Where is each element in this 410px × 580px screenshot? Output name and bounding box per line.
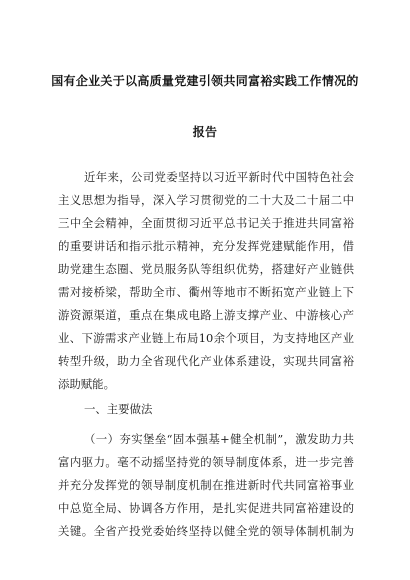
paragraph-line: 业、下游需求产业链上布局10余个项目，为支持地区产业 bbox=[58, 331, 354, 345]
document-title: 国有企业关于以高质量党建引领共同富裕实践工作情况的 bbox=[51, 74, 359, 88]
paragraph-line: 助党建生态圈、党员服务队等组织优势，搭建好产业链供 bbox=[58, 262, 354, 276]
paragraph-line: 近年来，公司党委坚持以习近平新时代中国特色社会 bbox=[84, 170, 354, 184]
paragraph-line: 游资源渠道，重点在集成电路上游支撑产业、中游核心产 bbox=[58, 308, 354, 322]
paragraph-line: 转型升级，助力全省现代化产业体系建设，实现共同富裕 bbox=[58, 354, 354, 368]
paragraph-line: 三中全会精神，全面贯彻习近平总书记关于推进共同富裕 bbox=[58, 216, 354, 230]
paragraph-line: 富内驱力。毫不动摇坚持党的领导制度体系，进一步完善 bbox=[58, 455, 354, 469]
paragraph-line: 添助赋能。 bbox=[58, 377, 115, 391]
paragraph-line: 的重要讲话和指示批示精神，充分发挥党建赋能作用，借 bbox=[58, 239, 354, 253]
document-title-continued: 报告 bbox=[192, 125, 218, 139]
paragraph-line: 需对接桥梁，帮助全市、衢州等地市不断拓宽产业链上下 bbox=[58, 285, 354, 299]
paragraph-line: 中总览全局、协调各方作用，是扎实促进共同富裕建设的 bbox=[58, 501, 354, 515]
section-heading: 一、主要做法 bbox=[84, 402, 153, 416]
paragraph-line: 关键。全省产投党委始终坚持以健全党的领导体制机制为 bbox=[58, 524, 354, 538]
paragraph-line: （一）夯实堡垒“固本强基+健全机制”，激发助力共 bbox=[84, 432, 354, 446]
paragraph-line: 主义思想为指导，深入学习贯彻党的二十大及二十届二中 bbox=[58, 193, 354, 207]
paragraph-line: 并充分发挥党的领导制度机制在推进新时代共同富裕事业 bbox=[58, 478, 354, 492]
